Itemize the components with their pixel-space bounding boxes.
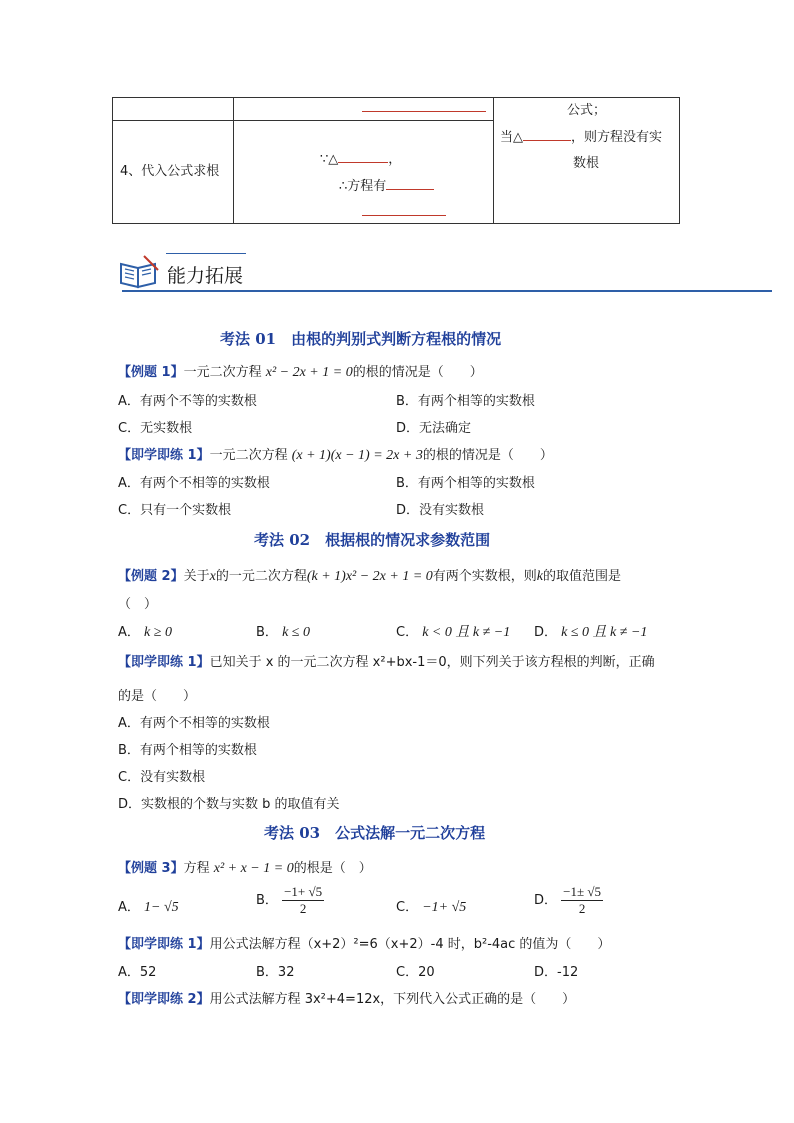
option-a: A．52 xyxy=(118,965,157,980)
table-divider xyxy=(113,120,493,121)
kaofa-02-heading: 考法 02 根据根的情况求参数范围 xyxy=(254,531,491,549)
option-d: D．实数根的个数与实数 b 的取值有关 xyxy=(118,797,340,812)
option-c: C．没有实数根 xyxy=(118,770,206,785)
example-3-question: 【例题 3】方程 x² + x − 1 = 0的根是（ ） xyxy=(118,861,372,876)
practice-1-question: 【即学即练 1】已知关于 x 的一元二次方程 x²+bx-1＝0，则下列关于该方程根的判断，正确 xyxy=(118,655,655,670)
option-c: C． k < 0 且 k ≠ −1 xyxy=(396,625,511,640)
example-1-question: 【例题 1】一元二次方程 x² − 2x + 1 = 0的根的情况是（ ） xyxy=(118,365,483,380)
kaofa-03-heading: 考法 03 公式法解一元二次方程 xyxy=(264,824,486,842)
table-cell: 公式； xyxy=(567,103,607,118)
section-rule xyxy=(122,290,772,292)
option-d: D．没有实数根 xyxy=(396,503,485,518)
practice-2-question: 【即学即练 2】用公式法解方程 3x²+4=12x，下列代入公式正确的是（ ） xyxy=(118,992,576,1007)
answer-blank xyxy=(362,203,446,216)
kaofa-01-heading: 考法 01 由根的判别式判断方程根的情况 xyxy=(220,330,502,348)
book-icon xyxy=(118,254,162,290)
practice-1-question-cont: 的是（ ） xyxy=(118,689,197,704)
section-top-rule xyxy=(166,253,246,254)
option-a: A．有两个不相等的实数根 xyxy=(118,476,270,491)
option-a: A．有两个不等的实数根 xyxy=(118,394,257,409)
table-cell: ∵△ ， xyxy=(320,152,402,167)
option-b: B． $\frac{-1+ √5}{2}$ xyxy=(256,884,323,916)
table-cell-step: 4、代入公式求根 xyxy=(120,164,220,179)
option-c: C． −1+ √5 xyxy=(396,900,467,915)
option-b: B． k ≤ 0 xyxy=(256,625,310,640)
table-divider xyxy=(493,98,494,223)
table-divider xyxy=(233,98,234,223)
option-c: C．20 xyxy=(396,965,435,980)
section-title: 能力拓展 xyxy=(167,265,244,287)
option-b: B．有两个相等的实数根 xyxy=(396,476,535,491)
practice-1-question: 【即学即练 1】一元二次方程 (x + 1)(x − 1) = 2x + 3的根的情况是（ ） xyxy=(118,448,553,463)
option-a: A．有两个不相等的实数根 xyxy=(118,716,270,731)
option-a: A． k ≥ 0 xyxy=(118,625,172,640)
option-d: D．无法确定 xyxy=(396,421,472,436)
example-2-question: 【例题 2】关于x的一元二次方程(k + 1)x² − 2x + 1 = 0有两个实数根，则k的取值范围是 xyxy=(118,569,622,584)
option-d: D． $\frac{-1\pm √5}{2}$ xyxy=(534,884,602,916)
option-c: C．只有一个实数根 xyxy=(118,503,232,518)
option-b: B．32 xyxy=(256,965,295,980)
option-b: B．有两个相等的实数根 xyxy=(396,394,535,409)
option-d: D． k ≤ 0 且 k ≠ −1 xyxy=(534,625,648,640)
answer-paren: （ ） xyxy=(118,597,158,612)
option-b: B．有两个相等的实数根 xyxy=(118,743,257,758)
table-cell: ∴方程有 xyxy=(339,175,434,194)
answer-blank xyxy=(362,99,486,112)
practice-1-question: 【即学即练 1】用公式法解方程（x+2）²=6（x+2）-4 时，b²-4ac 的值为（ ） xyxy=(118,937,611,952)
option-c: C．无实数根 xyxy=(118,421,193,436)
table-cell: 当△ ，则方程没有实 xyxy=(500,130,663,145)
table-cell: 数根 xyxy=(573,156,600,171)
option-a: A． 1− √5 xyxy=(118,900,179,915)
option-d: D．-12 xyxy=(534,965,579,980)
